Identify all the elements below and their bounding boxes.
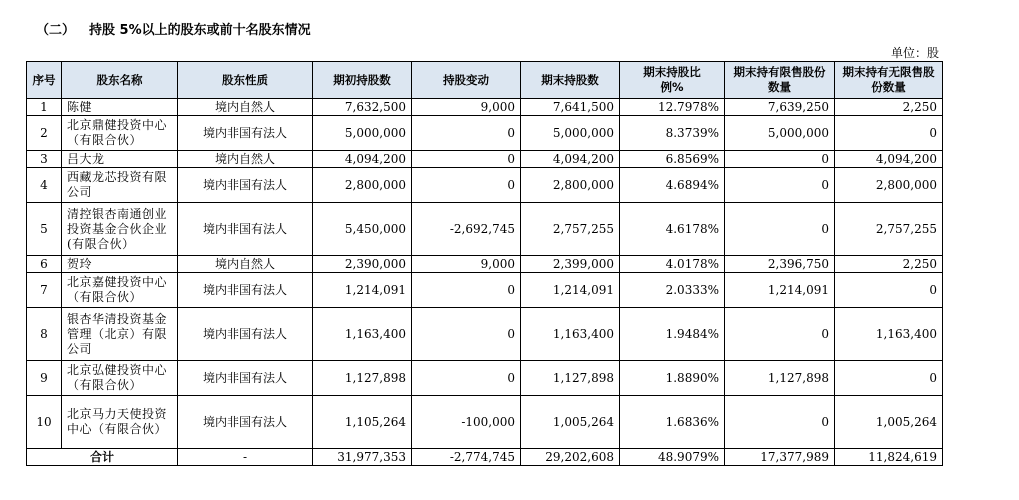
holder-name: 北京马力天使投资中心（有限合伙） xyxy=(62,396,178,449)
table-row xyxy=(27,116,943,151)
holder-nature: 境内非国有法人 xyxy=(178,308,313,361)
begin-shares: 5,450,000 xyxy=(313,203,412,256)
row-number: 9 xyxy=(27,361,62,396)
restricted-shares: 7,639,250 xyxy=(725,99,835,116)
holder-name: 贺玲 xyxy=(62,256,178,273)
unrestricted-shares: 2,757,255 xyxy=(835,203,943,256)
table-row xyxy=(27,361,943,396)
holder-nature: 境内自然人 xyxy=(178,256,313,273)
unrestricted-shares: 2,250 xyxy=(835,256,943,273)
total-restricted: 17,377,989 xyxy=(725,449,835,466)
end-ratio: 12.7978% xyxy=(620,99,725,116)
table-row xyxy=(27,168,943,203)
row-number: 5 xyxy=(27,203,62,256)
holder-name: 陈健 xyxy=(62,99,178,116)
total-label: 合计 xyxy=(27,449,178,466)
share-change: 0 xyxy=(412,116,521,151)
begin-shares: 5,000,000 xyxy=(313,116,412,151)
unit-label: 单位：股 xyxy=(890,46,939,60)
end-shares: 2,399,000 xyxy=(521,256,620,273)
holder-name: 清控银杏南通创业投资基金合伙企业(有限合伙） xyxy=(62,203,178,256)
holder-nature: 境内非国有法人 xyxy=(178,396,313,449)
end-shares: 7,641,500 xyxy=(521,99,620,116)
end-shares: 2,757,255 xyxy=(521,203,620,256)
header-begin: 期初持股数 xyxy=(313,62,412,99)
header-no: 序号 xyxy=(27,62,62,99)
header-name: 股东名称 xyxy=(62,62,178,99)
holder-nature: 境内自然人 xyxy=(178,151,313,168)
end-shares: 1,005,264 xyxy=(521,396,620,449)
share-change: 0 xyxy=(412,308,521,361)
holder-name: 吕大龙 xyxy=(62,151,178,168)
end-shares: 4,094,200 xyxy=(521,151,620,168)
table-row xyxy=(27,203,943,256)
restricted-shares: 0 xyxy=(725,168,835,203)
section-number: （二） xyxy=(36,23,76,38)
unrestricted-shares: 0 xyxy=(835,273,943,308)
begin-shares: 2,800,000 xyxy=(313,168,412,203)
end-shares: 2,800,000 xyxy=(521,168,620,203)
row-number: 3 xyxy=(27,151,62,168)
end-shares: 5,000,000 xyxy=(521,116,620,151)
restricted-shares: 0 xyxy=(725,396,835,449)
share-change: 0 xyxy=(412,273,521,308)
header-nature: 股东性质 xyxy=(178,62,313,99)
end-shares: 1,127,898 xyxy=(521,361,620,396)
end-ratio: 4.6178% xyxy=(620,203,725,256)
restricted-shares: 1,214,091 xyxy=(725,273,835,308)
end-shares: 1,163,400 xyxy=(521,308,620,361)
end-ratio: 1.6836% xyxy=(620,396,725,449)
begin-shares: 2,390,000 xyxy=(313,256,412,273)
holder-name: 西藏龙芯投资有限公司 xyxy=(62,168,178,203)
table-row xyxy=(27,396,943,449)
unrestricted-shares: 0 xyxy=(835,361,943,396)
holder-name: 北京嘉健投资中心（有限合伙） xyxy=(62,273,178,308)
share-change: -100,000 xyxy=(412,396,521,449)
begin-shares: 7,632,500 xyxy=(313,99,412,116)
header-end: 期末持股数 xyxy=(521,62,620,99)
begin-shares: 1,105,264 xyxy=(313,396,412,449)
total-change: -2,774,745 xyxy=(412,449,521,466)
begin-shares: 1,214,091 xyxy=(313,273,412,308)
unrestricted-shares: 2,250 xyxy=(835,99,943,116)
header-unrestricted: 期末持有无限售股份数量 xyxy=(835,62,943,99)
holder-name: 银杏华清投资基金管理（北京）有限公司 xyxy=(62,308,178,361)
share-change: 0 xyxy=(412,151,521,168)
restricted-shares: 1,127,898 xyxy=(725,361,835,396)
header-ratio: 期末持股比例% xyxy=(620,62,725,99)
holder-name: 北京弘健投资中心（有限合伙） xyxy=(62,361,178,396)
total-unrestricted: 11,824,619 xyxy=(835,449,943,466)
unrestricted-shares: 1,163,400 xyxy=(835,308,943,361)
row-number: 2 xyxy=(27,116,62,151)
holder-name: 北京鼎健投资中心（有限合伙） xyxy=(62,116,178,151)
header-change: 持股变动 xyxy=(412,62,521,99)
table-header-row xyxy=(27,62,943,99)
restricted-shares: 0 xyxy=(725,203,835,256)
section-title xyxy=(36,19,311,38)
row-number: 8 xyxy=(27,308,62,361)
end-ratio: 8.3739% xyxy=(620,116,725,151)
end-ratio: 2.0333% xyxy=(620,273,725,308)
share-change: 0 xyxy=(412,168,521,203)
table-row xyxy=(27,151,943,168)
holder-nature: 境内非国有法人 xyxy=(178,116,313,151)
table-row xyxy=(27,308,943,361)
share-change: 0 xyxy=(412,361,521,396)
end-ratio: 4.0178% xyxy=(620,256,725,273)
row-number: 1 xyxy=(27,99,62,116)
share-change: 9,000 xyxy=(412,99,521,116)
restricted-shares: 5,000,000 xyxy=(725,116,835,151)
end-ratio: 1.8890% xyxy=(620,361,725,396)
begin-shares: 1,127,898 xyxy=(313,361,412,396)
table-row xyxy=(27,273,943,308)
restricted-shares: 0 xyxy=(725,308,835,361)
end-ratio: 6.8569% xyxy=(620,151,725,168)
end-ratio: 4.6894% xyxy=(620,168,725,203)
end-ratio: 1.9484% xyxy=(620,308,725,361)
holder-nature: 境内非国有法人 xyxy=(178,273,313,308)
unrestricted-shares: 0 xyxy=(835,116,943,151)
row-number: 7 xyxy=(27,273,62,308)
row-number: 10 xyxy=(27,396,62,449)
row-number: 6 xyxy=(27,256,62,273)
total-row xyxy=(27,449,943,466)
share-change: -2,692,745 xyxy=(412,203,521,256)
unrestricted-shares: 4,094,200 xyxy=(835,151,943,168)
restricted-shares: 2,396,750 xyxy=(725,256,835,273)
end-shares: 1,214,091 xyxy=(521,273,620,308)
holder-nature: 境内非国有法人 xyxy=(178,203,313,256)
row-number: 4 xyxy=(27,168,62,203)
total-ratio: 48.9079% xyxy=(620,449,725,466)
share-change: 9,000 xyxy=(412,256,521,273)
unrestricted-shares: 2,800,000 xyxy=(835,168,943,203)
total-end: 29,202,608 xyxy=(521,449,620,466)
restricted-shares: 0 xyxy=(725,151,835,168)
begin-shares: 4,094,200 xyxy=(313,151,412,168)
begin-shares: 1,163,400 xyxy=(313,308,412,361)
total-nature: - xyxy=(178,449,313,466)
shareholders-table xyxy=(26,61,943,466)
table-row xyxy=(27,99,943,116)
holder-nature: 境内非国有法人 xyxy=(178,361,313,396)
section-heading: 持股 5%以上的股东或前十名股东情况 xyxy=(89,23,311,38)
header-restricted: 期末持有限售股份数量 xyxy=(725,62,835,99)
unrestricted-shares: 1,005,264 xyxy=(835,396,943,449)
holder-nature: 境内非国有法人 xyxy=(178,168,313,203)
total-begin: 31,977,353 xyxy=(313,449,412,466)
holder-nature: 境内自然人 xyxy=(178,99,313,116)
table-row xyxy=(27,256,943,273)
